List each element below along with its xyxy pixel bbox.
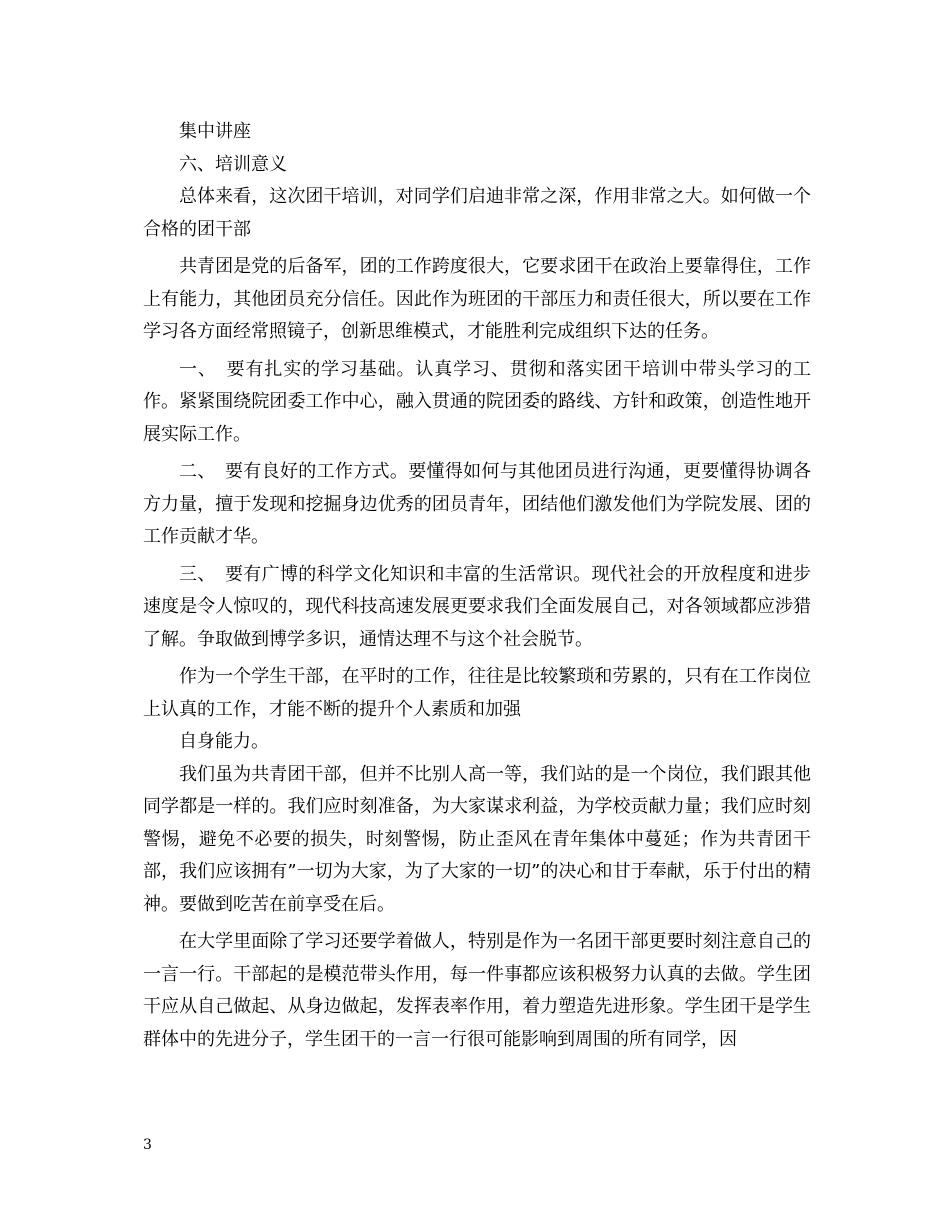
paragraph-youth-league: 共青团是党的后备军，团的工作跨度很大，它要求团干在政治上要靠得住，工作上有能力，其他团员充分信任。因此作为班团的干部压力和责任很大，所以要在工作学习各方面经常照镜子，创新思维模式，才能胜利完成组织下达的任务。 [143, 256, 811, 342]
paragraph-equal-standing: 我们虽为共青团干部，但并不比别人高一等，我们站的是一个岗位，我们跟其他同学都是一样的。我们应时刻准备，为大家谋求利益，为学校贡献力量；我们应时刻警惕，避免不必要的损失，时刻警惕，防止歪风在青年集体中蔓延；作为共青团干部，我们应该拥有”一切为大家，为了大家的一切”的决心和甘于奉献，乐于付出的精神。要做到吃苦在前享受在后。 [143, 763, 811, 915]
paragraph-own-ability: 自身能力。 [179, 731, 269, 752]
paragraph-university-conduct: 在大学里面除了学习还要学着做人，特别是作为一名团干部更要时刻注意自己的一言一行。干部起的是模范带头作用，每一件事都应该积极努力认真的去做。学生团干应从自己做起、从身边做起，发挥表率作用，着力塑造先进形象。学生团干是学生群体中的先进分子，学生团干的一言一行很可能影响到周围的所有同学，因 [143, 931, 811, 1050]
paragraph-point-one: 一、 要有扎实的学习基础。认真学习、贯彻和落实团干培训中带头学习的工作。紧紧围绕院团委工作中心，融入贯通的院团委的路线、方针和政策，创造性地开展实际工作。 [143, 358, 811, 445]
page-number: 3 [143, 1137, 152, 1153]
paragraph-student-cadre: 作为一个学生干部，在平时的工作，往往是比较繁琐和劳累的，只有在工作岗位上认真的工作，才能不断的提升个人素质和加强 [143, 666, 811, 720]
document-body [143, 116, 811, 1056]
paragraph-point-two: 二、 要有良好的工作方式。要懂得如何与其他团员进行沟通，更要懂得协调各方力量，擅于发现和挖掘身边优秀的团员青年，团结他们激发他们为学院发展、团的工作贡献才华。 [143, 461, 811, 547]
paragraph-lecture: 集中讲座 [179, 121, 251, 142]
heading-training-significance: 六、培训意义 [179, 153, 287, 175]
paragraph-overview: 总体来看，这次团干培训，对同学们启迪非常之深，作用非常之大。如何做一个合格的团干部 [143, 186, 811, 240]
paragraph-point-three: 三、 要有广博的科学文化知识和丰富的生活常识。现代社会的开放程度和进步速度是令人惊叹的，现代科技高速发展更要求我们全面发展自己，对各领域都应涉猎了解。争取做到博学多识，通情达理不与这个社会脱节。 [143, 563, 811, 650]
